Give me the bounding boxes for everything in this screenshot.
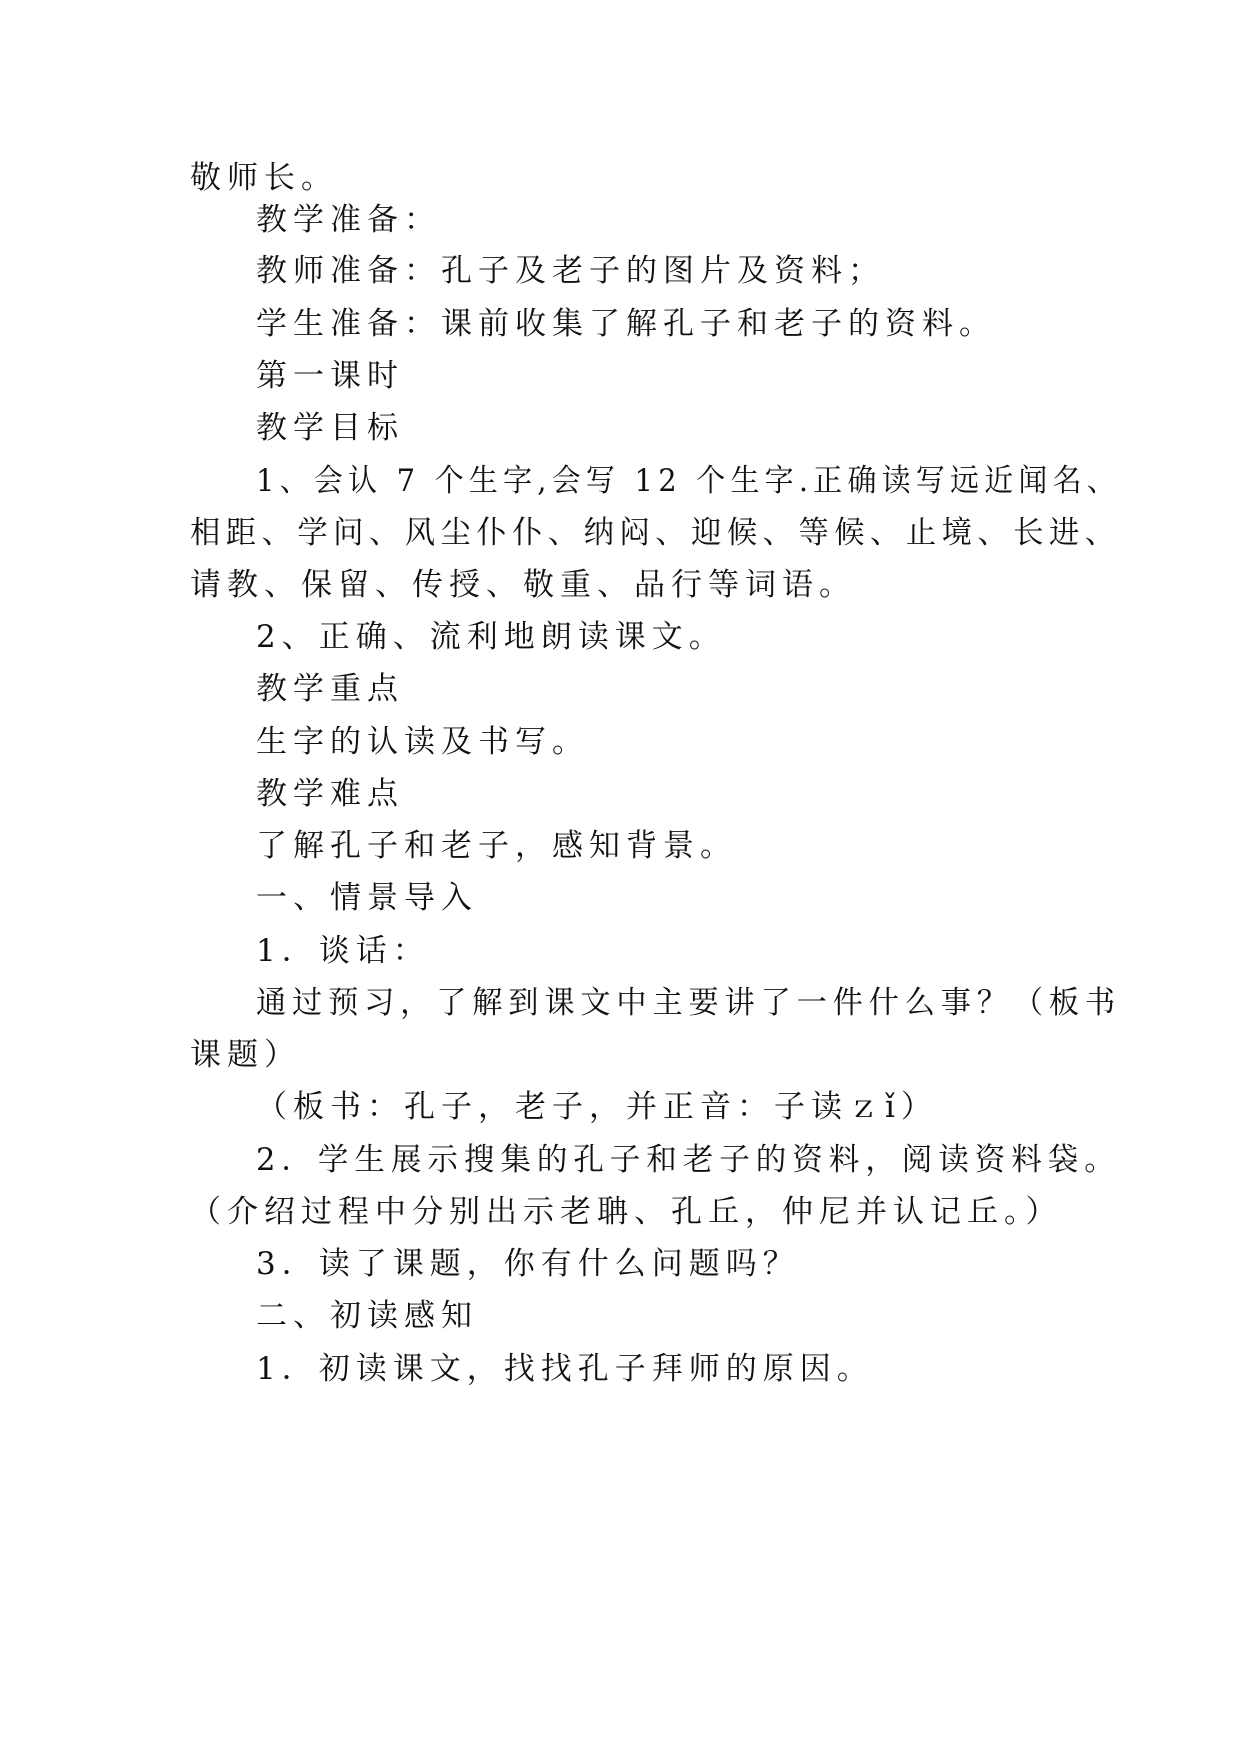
text-line-8: 相距、学问、风尘仆仆、纳闷、迎候、等候、止境、长进、 [190,515,1121,551]
heading-teaching-goals: 教学目标 [256,410,404,446]
text-line-21: （介绍过程中分别出示老聃、孔丘，仲尼并认记丘。） [190,1194,1063,1230]
heading-section-1: 一、情景导入 [256,880,478,916]
heading-difficulties: 教学难点 [256,776,404,812]
heading-key-points: 教学重点 [256,671,404,707]
text-line-12: 生字的认读及书写。 [256,724,589,760]
text-line-20: 2．学生展示搜集的孔子和老子的资料，阅读资料袋。 [256,1142,1121,1178]
heading-first-lesson: 第一课时 [256,358,404,394]
text-line-22: 3．读了课题，你有什么问题吗？ [256,1246,800,1282]
heading-section-2: 二、初读感知 [256,1298,478,1334]
text-line-3: 教师准备：孔子及老子的图片及资料； [256,253,885,289]
text-line-14: 了解孔子和老子，感知背景。 [256,828,737,864]
text-line-1: 敬师长。 [190,160,338,196]
text-line-19: （板书：孔子，老子，并正音：子读ｚǐ） [256,1089,938,1125]
heading-teaching-prep: 教学准备： [256,202,441,238]
text-line-24: 1．初读课文，找找孔子拜师的原因。 [256,1351,874,1387]
text-line-9: 请教、保留、传授、敬重、品行等词语。 [190,567,856,603]
text-line-18: 课题） [190,1037,301,1073]
text-line-16: 1．谈话： [256,933,430,969]
text-line-4: 学生准备：课前收集了解孔子和老子的资料。 [256,306,996,342]
text-line-7: 1、会认 7 个生字,会写 12 个生字.正确读写远近闻名、 [256,463,1121,499]
text-line-10: 2、正确、流利地朗读课文。 [256,619,726,655]
text-line-17: 通过预习，了解到课文中主要讲了一件什么事？（板书 [256,985,1122,1021]
